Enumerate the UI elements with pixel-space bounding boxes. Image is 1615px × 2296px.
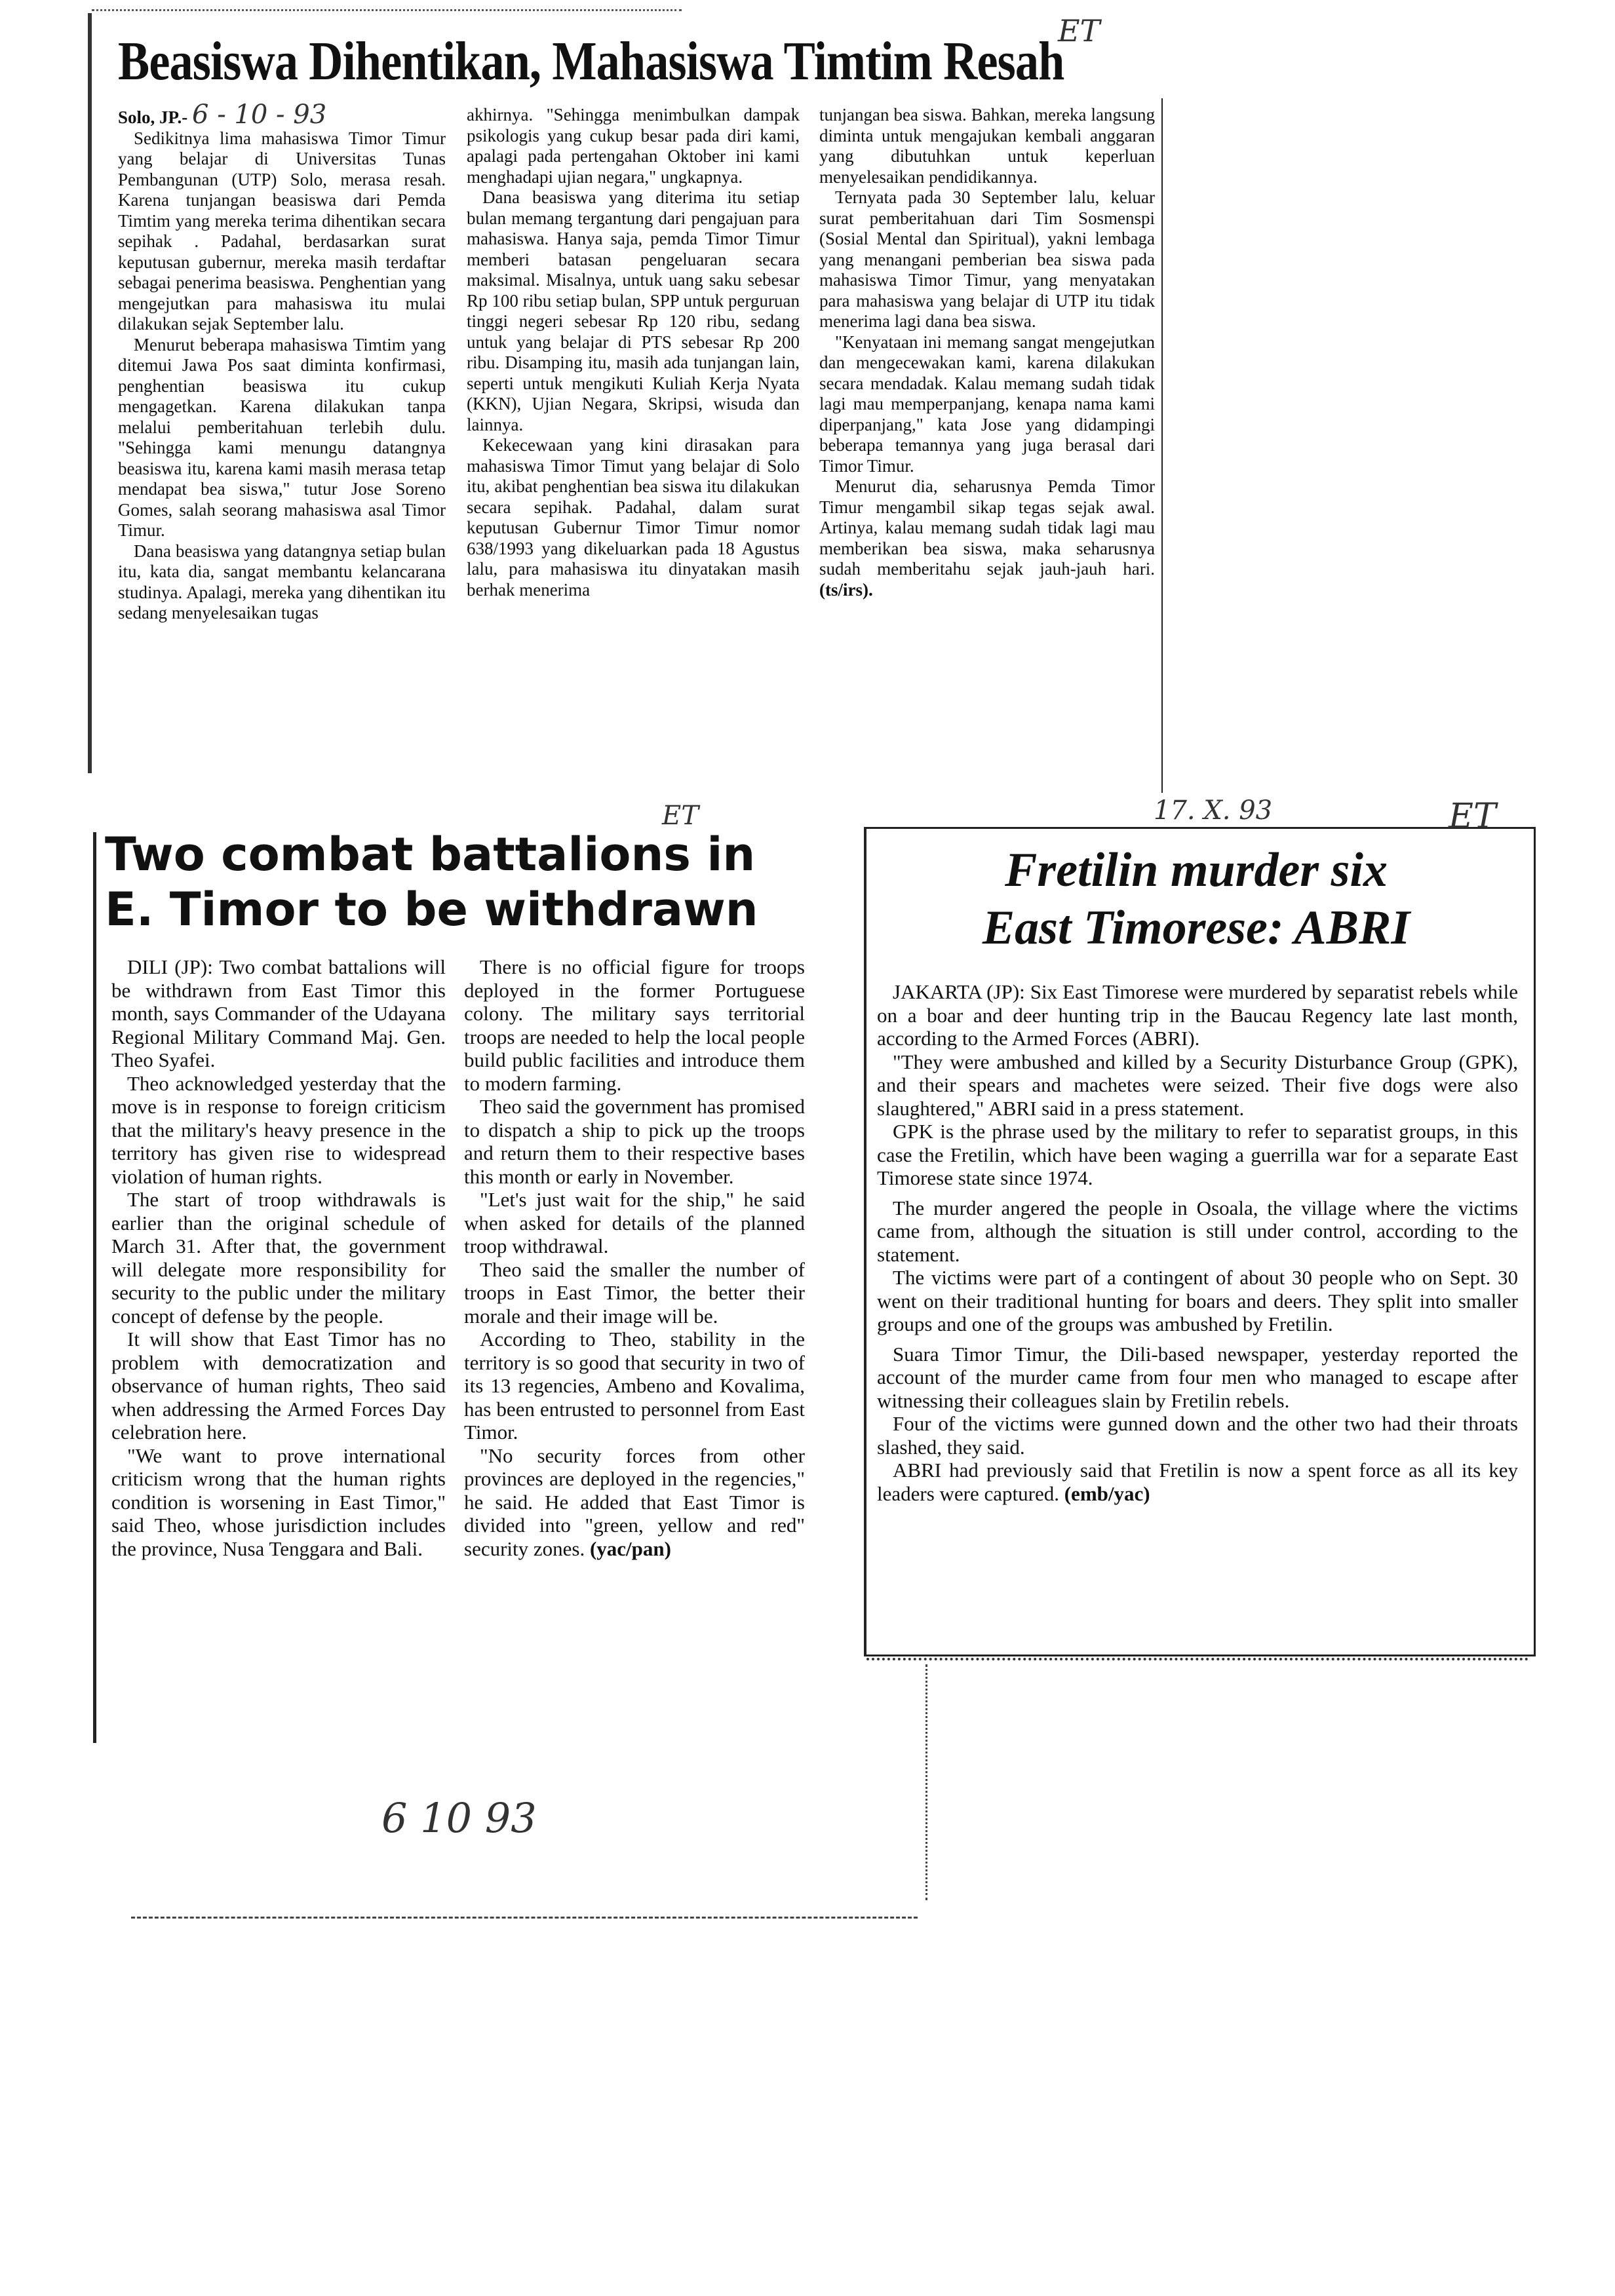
- article1-signoff: (ts/irs).: [819, 579, 873, 600]
- article3-headline-line2: East Timorese: ABRI: [982, 901, 1411, 955]
- article1-col3-p3: "Kenyataan ini memang sangat mengejutkan dan mengecewakan kami, karena dilakukan secara mendadak. Kalau memang sudah tidak lagi mau memperpanjang, kenapa nama kami diperpanjang," kata Jose yang didampingi beberapa temannya yang juga berasal dari Timor Timur.: [819, 332, 1155, 476]
- article1-col3-p2: Ternyata pada 30 September lalu, keluar surat pemberitahuan dari Tim Sosmenspi (Sosial Mental dan Spiritual), yakni lembaga yang menangani pemberian bea siswa pada mahasiswa Timor Timur, yang menyatakan para mahasiswa yang belajar di UTP itu tidak menerima lagi dana bea siswa.: [819, 187, 1155, 331]
- clipping-top-edge: [92, 9, 682, 18]
- clipping-left-edge: [88, 13, 92, 773]
- article1-right-rule: [1161, 98, 1163, 793]
- article2-col2-p5: According to Theo, stability in the territory is so good that security in two of its 13 regencies, Ambeno and Kovalima, has been entrusted to personnel from East Timor.: [464, 1328, 805, 1444]
- article2-col2-p1: There is no official figure for troops deployed in the former Portuguese colony. The military says territorial troops are needed to help the local people build public facilities and introduce them to modern farming.: [464, 955, 805, 1095]
- article2-column-2: [464, 955, 805, 1560]
- article2-col2-p3: "Let's just wait for the ship," he said when asked for details of the planned troop withdrawal.: [464, 1188, 805, 1257]
- article1-col1-p3: Dana beasiswa yang datangnya setiap bulan itu, kata dia, sangat membantu kelancarana studinya. Apalagi, mereka yang dihentikan itu sedang menyelesaikan tugas: [118, 541, 446, 622]
- article3-p3: GPK is the phrase used by the military to refer to separatist groups, in this case the Fretilin, which have been waging a guerrilla war for a separate East Timorese state since 1974.: [877, 1120, 1518, 1189]
- article3-torn-edge: [866, 1658, 1528, 1666]
- article1-column-2: [467, 105, 800, 600]
- article2-col2-p4: Theo said the smaller the number of troops in East Timor, the better their morale and their image will be.: [464, 1257, 805, 1328]
- handwritten-date-top: 6 - 10 - 93: [192, 100, 327, 130]
- article2-col2-p6: "No security forces from other provinces are deployed in the regencies," he said. He added that East Timor is divided into "green, yellow and red" security zones.: [464, 1444, 805, 1560]
- article1-col2-p2: Dana beasiswa yang diterima itu setiap bulan memang tergantung dari pengajuan para mahasiswa. Hanya saja, pemda Timor Timur memberi batasan pengeluaran secara maksimal. Misalnya, untuk uang saku sebesar Rp 100 ribu setiap bulan, SPP untuk perguruan tinggi negeri sebesar Rp 120 ribu, sedang untuk yang belajar di PTS sebesar Rp 200 ribu. Disamping itu, masih ada tunjangan lain, seperti untuk mengikuti Kuliah Kerja Nyata (KKN), Ujian Negara, Skripsi, wisuda dan lainnya.: [467, 187, 800, 434]
- article2-col2-p2: Theo said the government has promised to dispatch a ship to pick up the troops and return them to their respective bases this month or early in November.: [464, 1095, 805, 1188]
- article1-col1-p1: Sedikitnya lima mahasiswa Timor Timur yang belajar di Universitas Tunas Pembangunan (UTP) Solo, merasa resah. Karena tunjangan beasiswa dari Pemda Timtim yang mereka terima dihentikan secara sepihak . Padahal, berdasarkan surat keputusan gubernur, mereka masih terdaftar sebagai penerima beasiswa. Penghentian yang mengejutkan para mahasiswa itu mulai dilakukan sejak September lalu.: [118, 128, 446, 334]
- article2-col1-p2: Theo acknowledged yesterday that the move is in response to foreign criticism that the military's heavy presence in the territory has given rise to widespread violation of human rights.: [111, 1071, 446, 1188]
- article1-col3-p1: tunjangan bea siswa. Bahkan, mereka langsung diminta untuk mengajukan kembali anggaran yang dibutuhkan untuk keperluan menyelesaikan pendidikannya.: [819, 105, 1155, 187]
- scan-edge-marks: [925, 1664, 929, 1900]
- article3-signoff: (emb/yac): [1064, 1482, 1150, 1505]
- handwritten-date-box: 17. X. 93: [1154, 795, 1273, 826]
- article2-col1-p4: It will show that East Timor has no problem with democratization and observance of human rights, Theo said when addressing the Armed Forces Day celebration here.: [111, 1328, 446, 1444]
- handwritten-initials-mid: ET: [662, 801, 699, 831]
- article2-col1-p5: "We want to prove international criticism wrong that the human rights condition is worsening in East Timor," said Theo, whose jurisdiction includes the province, Nusa Tenggara and Bali.: [111, 1444, 446, 1560]
- article1-dateline: Solo, JP.-: [118, 107, 188, 127]
- handwritten-date-bottom: 6 10 93: [381, 1794, 537, 1842]
- article3-p5: The victims were part of a contingent of about 30 people who on Sept. 30 went on their traditional hunting for boars and deers. They split into smaller groups and one of the groups was ambushed by Fretilin.: [877, 1266, 1518, 1335]
- article1-col2-p1: akhirnya. "Sehingga menimbulkan dampak psikologis yang cukup besar pada diri kami, apalagi pada pertengahan Oktober ini kami menghadapi ujian negara," ungkapnya.: [467, 105, 800, 187]
- article2-bottom-rule: [131, 1917, 918, 1920]
- article2-column-1: [111, 955, 446, 1560]
- article2-headline-line1: Two combat battalions in: [105, 828, 756, 881]
- handwritten-initials-box: ET: [1449, 797, 1496, 836]
- article1-col3-p4: Menurut dia, seharusnya Pemda Timor Timur mengambil sikap tegas sejak awal. Artinya, kalau memang sudah tidak lagi mau memberikan bea siswa, maka seharusnya sudah memberitahu sejak jauh-jauh hari.: [819, 476, 1155, 579]
- article3-p2: "They were ambushed and killed by a Security Disturbance Group (GPK), and their spears and machetes were seized. Their five dogs were also slaughtered," ABRI said in a press statement.: [877, 1050, 1518, 1120]
- article1-column-1: [118, 100, 446, 624]
- article3-p4: The murder angered the people in Osoala, the village where the victims came from, although the situation is still under control, according to the statement.: [877, 1196, 1518, 1266]
- article3-p8: ABRI had previously said that Fretilin is now a spent force as all its key leaders were captured.: [877, 1459, 1518, 1505]
- handwritten-initials-top: ET: [1058, 13, 1100, 48]
- article1-headline: Beasiswa Dihentikan, Mahasiswa Timtim Resah: [118, 31, 1064, 92]
- article2-col1-p3: The start of troop withdrawals is earlier than the original schedule of March 31. After that, the government will delegate more responsibility for security to the public under the military concept of defense by the people.: [111, 1188, 446, 1328]
- article1-column-3: [819, 105, 1155, 600]
- article2-headline-line2: E. Timor to be withdrawn: [105, 883, 758, 936]
- article2-left-rule: [93, 832, 96, 1743]
- article2-signoff: (yac/pan): [589, 1537, 671, 1560]
- article3-p6: Suara Timor Timur, the Dili-based newspaper, yesterday reported the account of the murder came from four men who managed to escape after witnessing their colleagues slain by Fretilin rebels.: [877, 1342, 1518, 1412]
- article1-col2-p3: Kekecewaan yang kini dirasakan para mahasiswa Timor Timut yang belajar di Solo itu, akibat penghentian bea siswa itu dilakukan secara sepihak. Padahal, dalam surat keputusan Gubernur Timor Timur nomor 638/1993 yang dikeluarkan pada 18 Agustus lalu, para mahasiswa itu dinyatakan masih berhak menerima: [467, 435, 800, 600]
- article1-col1-p2: Menurut beberapa mahasiswa Timtim yang ditemui Jawa Pos saat diminta konfirmasi, penghentian beasiswa itu cukup mengagetkan. Karena dilakukan tanpa melalui pemberitahuan terlebih dulu. "Sehingga kami menungu datangnya beasiswa itu, karena kami masih merasa tetap mendapat bea siswa," tutur Jose Soreno Gomes, salah seorang mahasiswa asal Timor Timur.: [118, 334, 446, 540]
- article3-p7: Four of the victims were gunned down and the other two had their throats slashed, they said.: [877, 1412, 1518, 1459]
- article3-p1: JAKARTA (JP): Six East Timorese were murdered by separatist rebels while on a boar and deer hunting trip in the Baucau Regency late last month, according to the Armed Forces (ABRI).: [877, 980, 1518, 1050]
- article3-headline-line1: Fretilin murder six: [1005, 843, 1388, 897]
- article2-col1-p1: DILI (JP): Two combat battalions will be withdrawn from East Timor this month, says Commander of the Udayana Regional Military Command Maj. Gen. Theo Syafei.: [111, 955, 446, 1071]
- article3-body: [877, 980, 1518, 1505]
